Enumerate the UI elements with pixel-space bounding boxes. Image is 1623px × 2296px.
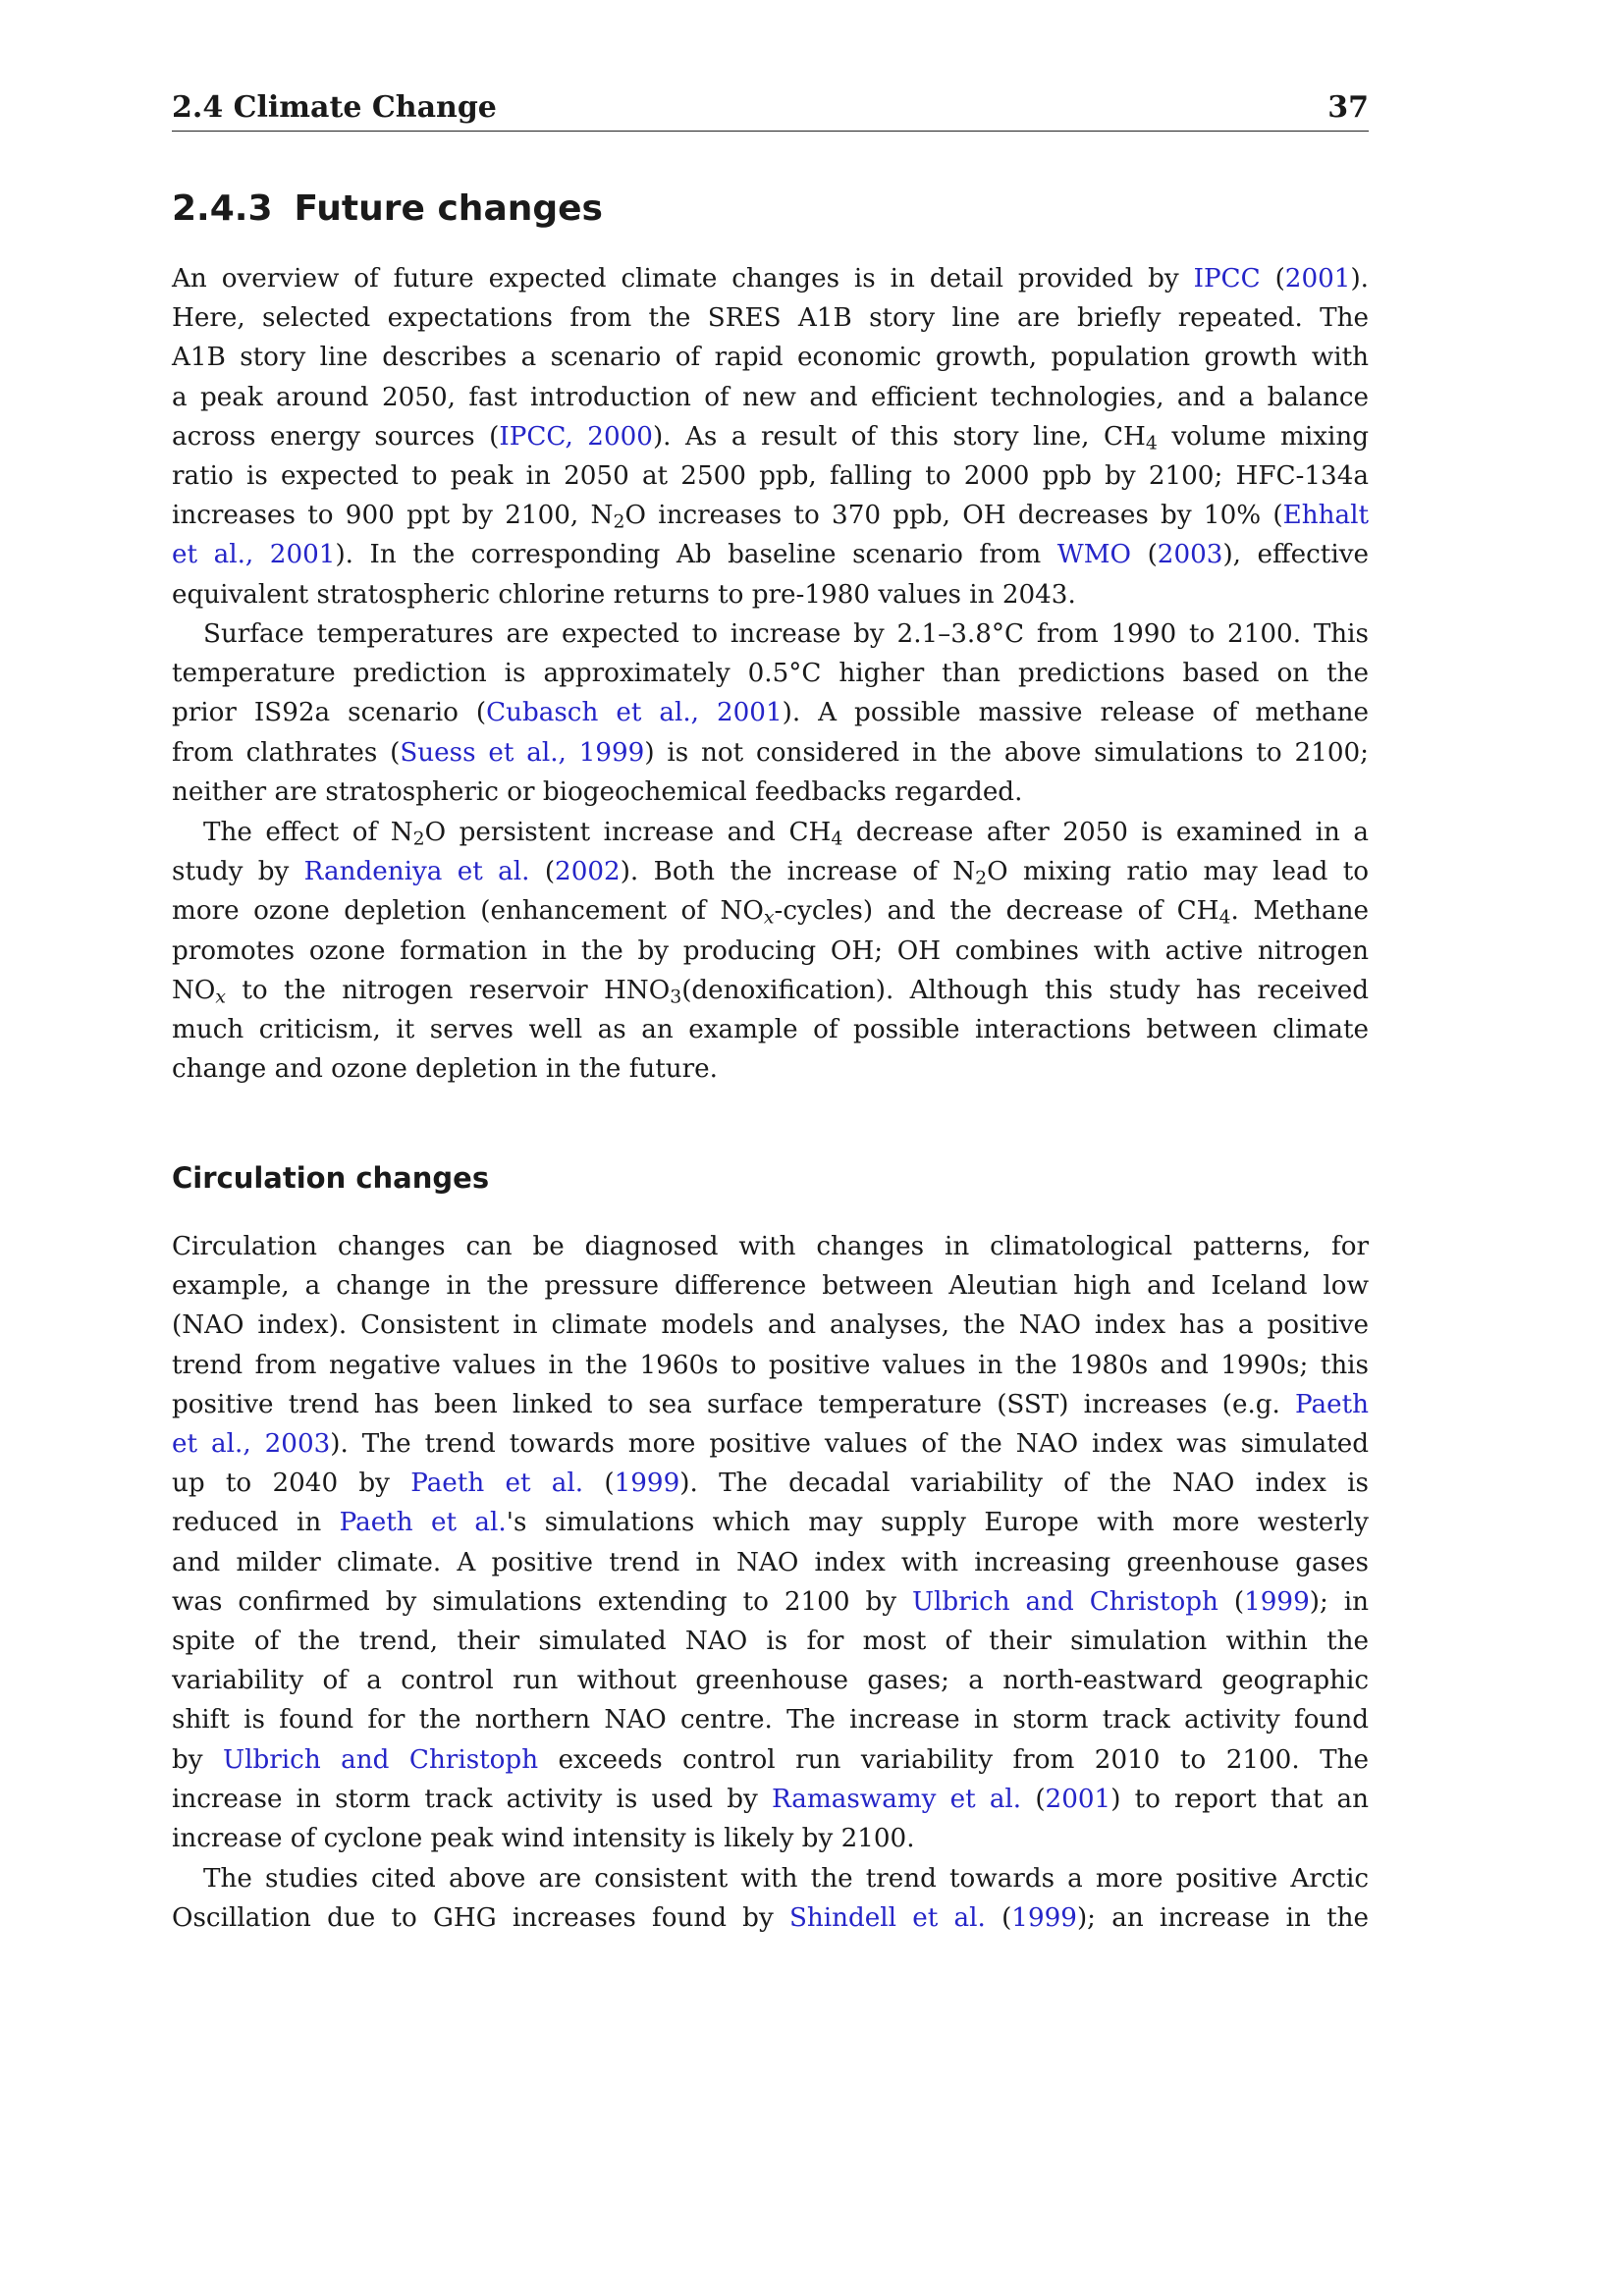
citation-year-link[interactable]: 2001	[1284, 264, 1351, 294]
citation-link[interactable]: IPCC, 2000	[499, 421, 653, 452]
text-line: across energy sources (IPCC, 2000). As a result of this story line, $CH_4$ volume mixing	[172, 421, 1369, 454]
paragraph-3	[172, 813, 1369, 1089]
text-line: positive trend has been linked to sea surface temperature (SST) increases (e.g. Paeth	[172, 1389, 1369, 1419]
text-line: much criticism, it serves well as an example of possible interactions between climate	[172, 1015, 1369, 1045]
text-line: and milder climate. A positive trend in NAO index with increasing greenhouse gases	[172, 1547, 1369, 1577]
text-line: Oscillation due to GHG increases found by Shindell et al. (1999); an increase in the	[172, 1903, 1369, 1934]
citation-year-link[interactable]: 1999	[1244, 1586, 1310, 1617]
text-line: trend from negative values in the 1960s to positive values in the 1980s and 1990s; this	[172, 1350, 1369, 1380]
text-line: ratio is expected to peak in 2050 at 2500 ppb, falling to 2000 ppb by 2100; HFC-134a	[172, 461, 1369, 492]
citation-link[interactable]: WMO	[1056, 540, 1131, 570]
paragraph-4	[172, 1227, 1369, 1858]
section-number: 2.4.3	[172, 188, 273, 229]
text-line: A1B story line describes a scenario of rapid economic growth, population growth with	[172, 343, 1369, 373]
text-line: temperature prediction is approximately 0.5°C higher than predictions based on the	[172, 659, 1369, 689]
text-line: variability of a control run without greenhouse gases; a north-eastward geographic	[172, 1666, 1369, 1696]
section-title-text: Future changes	[294, 188, 603, 229]
running-head-section: 2.4 Climate Change	[172, 90, 497, 125]
text-line: et al., 2001). In the corresponding Ab baseline scenario from WMO (2003), effective	[172, 540, 1369, 570]
citation-year-link[interactable]: 2003	[1157, 540, 1223, 570]
text-line: increase in storm track activity is used by Ramaswamy et al. (2001) to report that an	[172, 1784, 1369, 1814]
text-line: promotes ozone formation in the by producing OH; OH combines with active nitrogen	[172, 935, 1369, 966]
text-line: spite of the trend, their simulated NAO is for most of their simulation within the	[172, 1627, 1369, 1657]
text-line: from clathrates (Suess et al., 1999) is not considered in the above simulations to 2100;	[172, 737, 1369, 768]
citation-link[interactable]: et al., 2001	[172, 540, 336, 570]
running-head	[172, 90, 1369, 132]
citation-year-link[interactable]: 1999	[614, 1468, 680, 1499]
text-line: $NO_x$ to the nitrogen reservoir $HNO_3(denoxification)$. Although this study has received	[172, 975, 1369, 1008]
text-line: shift is found for the northern NAO centre. The increase in storm track activity found	[172, 1705, 1369, 1735]
citation-year-link[interactable]: 2001	[1045, 1784, 1111, 1814]
citation-link[interactable]: Paeth et al.	[410, 1468, 584, 1499]
citation-link[interactable]: Ramaswamy et al.	[771, 1784, 1022, 1814]
text-line: The effect of $N_2O$ persistent increase and $CH_4$ decrease after 2050 is examined in a	[203, 818, 1370, 850]
paragraph-1	[172, 259, 1369, 614]
section-title	[172, 188, 603, 229]
text-line: neither are stratospheric or biogeochemical feedbacks regarded.	[172, 776, 1023, 807]
text-line: equivalent stratospheric chlorine returns to pre-1980 values in 2043.	[172, 579, 1076, 610]
citation-link[interactable]: Suess et al., 1999	[400, 737, 645, 768]
text-line: Circulation changes can be diagnosed with changes in climatological patterns, for	[172, 1232, 1369, 1261]
text-line: reduced in Paeth et al.'s simulations which may supply Europe with more westerly	[172, 1508, 1369, 1538]
citation-link[interactable]: et al., 2003	[172, 1429, 331, 1460]
text-line: increase of cyclone peak wind intensity is likely by 2100.	[172, 1824, 915, 1854]
citation-link[interactable]: Ulbrich and Christoph	[911, 1586, 1218, 1617]
text-line: Here, selected expectations from the SRES A1B story line are briefly repeated. The	[172, 303, 1369, 334]
text-line: a peak around 2050, fast introduction of new and efficient technologies, and a balance	[172, 382, 1369, 412]
paragraph-5	[172, 1859, 1369, 1938]
citation-year-link[interactable]: 2002	[555, 857, 621, 887]
citation-link[interactable]: IPCC	[1193, 264, 1261, 294]
text-line: study by Randeniya et al. (2002). Both the increase of $N_2O$ mixing ratio may lead to	[172, 857, 1370, 889]
citation-link[interactable]: Cubasch et al., 2001	[486, 698, 783, 728]
text-line: increases to 900 ppt by 2100, $N_2O$ increases to 370 ppb, OH decreases by 10% (Ehhalt	[172, 501, 1369, 533]
text-line: The studies cited above are consistent with the trend towards a more positive Arctic	[203, 1864, 1369, 1894]
text-line: (NAO index). Consistent in climate models and analyses, the NAO index has a positive	[172, 1310, 1369, 1341]
citation-year-link[interactable]: 1999	[1011, 1903, 1077, 1934]
text-line: Surface temperatures are expected to increase by 2.1–3.8°C from 1990 to 2100. This	[203, 619, 1369, 649]
text-line: up to 2040 by Paeth et al. (1999). The decadal variability of the NAO index is	[172, 1468, 1369, 1499]
citation-link[interactable]: Paeth et al.	[339, 1508, 507, 1538]
citation-link[interactable]: Randeniya et al.	[303, 857, 530, 887]
text-line: example, a change in the pressure difference between Aleutian high and Iceland low	[172, 1271, 1369, 1302]
citation-link[interactable]: Shindell et al.	[788, 1903, 986, 1934]
page-number: 37	[1327, 90, 1369, 125]
text-line: prior IS92a scenario (Cubasch et al., 2001). A possible massive release of methane	[172, 698, 1370, 728]
citation-link[interactable]: Ulbrich and Christoph	[223, 1744, 539, 1775]
text-line: An overview of future expected climate changes is in detail provided by IPCC (2001).	[172, 264, 1369, 294]
text-line: by Ulbrich and Christoph exceeds control run variability from 2010 to 2100. The	[172, 1744, 1369, 1775]
citation-link[interactable]: Ehhalt	[1282, 501, 1369, 531]
subsection-title: Circulation changes	[172, 1161, 490, 1195]
text-line: more ozone depletion (enhancement of $NO_x-cycles$) and the decrease of $CH_4$. Methane	[172, 896, 1370, 930]
text-line: was confirmed by simulations extending to 2100 by Ulbrich and Christoph (1999); in	[172, 1586, 1370, 1617]
text-line: change and ozone depletion in the future.	[172, 1054, 718, 1085]
text-line: et al., 2003). The trend towards more positive values of the NAO index was simulated	[172, 1429, 1369, 1460]
paragraph-2	[172, 614, 1369, 812]
citation-link[interactable]: Paeth	[1295, 1389, 1369, 1419]
